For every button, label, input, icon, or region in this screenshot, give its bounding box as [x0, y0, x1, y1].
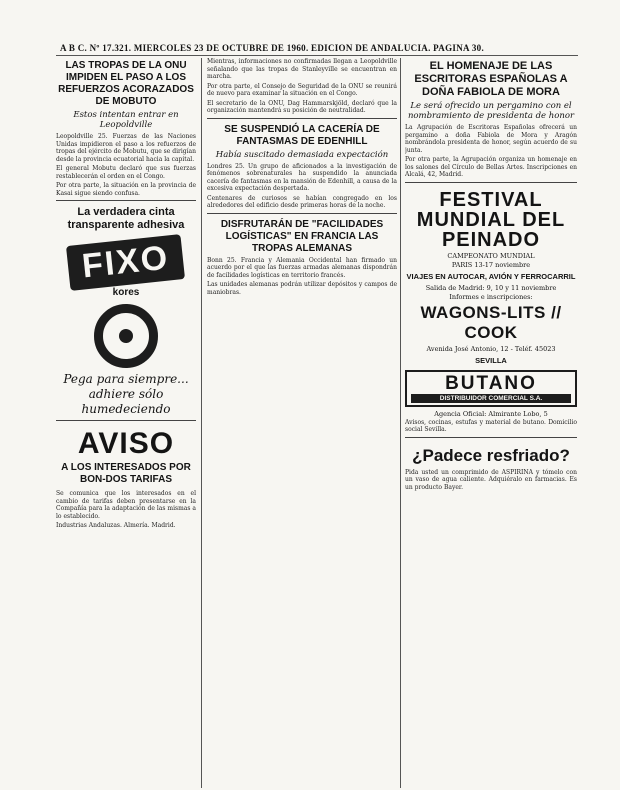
article-headline: DISFRUTARÁN DE "FACILIDADES LOGÍSTICAS" EN FRANCIA LAS TROPAS ALEMANAS [220, 218, 384, 254]
fixo-logo: FIXO [66, 234, 185, 291]
aviso-title: AVISO [77, 427, 175, 460]
column-rule-1 [201, 58, 202, 788]
butano-paragraph: Avisos, cocinas, estufas y material de butano. Domicilio social Sevilla. [405, 418, 577, 433]
article-headline: LAS TROPAS DE LA ONU IMPIDEN EL PASO A LOS REFUERZOS ACORAZADOS DE MOBUTO [58, 60, 194, 107]
edenhill-article [207, 118, 397, 210]
butano-line: Agencia Oficial: Almirante Lobo, 5 [434, 409, 548, 418]
wagons-lits-logo: WAGONS-LITS // COOK [420, 302, 562, 342]
column-3 [405, 58, 577, 788]
festival-line: Informes e inscripciones: [449, 292, 533, 301]
logistics-article [207, 213, 397, 297]
resfriado-advertisement [405, 437, 577, 492]
aviso-paragraph: Se comunica que los interesados en el cambio de tarifas deben presentarse en la Compañía para la adaptación de las mismas a lo establecido. [56, 490, 196, 520]
article-paragraph: El general Mobutu declaró que sus fuerzas restablecerán el orden en el Congo. [56, 165, 196, 180]
article-subhead: Había suscitado demasiada expectación [215, 149, 389, 160]
festival-line: PARIS 13-17 noviembre [451, 260, 531, 269]
column-1 [56, 58, 196, 788]
article-subhead: Estos intentan entrar en Leopoldville [73, 110, 179, 130]
article-paragraph: Mientras, informaciones no confirmadas llegan a Leopoldville señalando que las tropas de Stanleyville se encuentran en marcha. [207, 58, 397, 80]
kores-label: kores [112, 287, 140, 298]
festival-line: VIAJES EN AUTOCAR, AVIÓN Y FERROCARRIL [406, 271, 576, 281]
column-2 [207, 58, 397, 788]
article-subhead: Le será ofrecido un pergamino con el nombramiento de presidenta de honor [407, 101, 575, 121]
butano-advertisement [405, 370, 577, 407]
tape-roll-icon [94, 304, 158, 368]
article-paragraph: La Agrupación de Escritoras Españolas ofrecerá un pergamino a doña Fabiola de Mora y Aragón nombrándola presidenta de honor, según acuerdo de su junta. [405, 124, 577, 154]
festival-line: CAMPEONATO MUNDIAL [447, 251, 535, 260]
fixo-tagline: La verdadera cinta transparente adhesiva [67, 206, 185, 231]
resfriado-paragraph: Pida usted un comprimido de ASPIRINA y tómelo con un vaso de agua caliente. Adquiéralo en farmacias. Es un producto Bayer. [405, 468, 577, 491]
article-paragraph: Leopoldville 25. Fuerzas de las Naciones Unidas impidieron el paso a los refuerzos de tropas del ejército de Mobutu, que se dirigían desde la provincia ecuatorial hacia la capital. [56, 133, 196, 163]
article-paragraph: Londres 25. Un grupo de aficionados a la investigación de fenómenos sobrenaturales ha suspendido la anunciada cacería de fantasmas en la mansión de Edenhill, a causa de la excesiva expectación despertada. [207, 162, 397, 192]
column-rule-2 [400, 58, 401, 788]
aviso-paragraph: Industrias Andaluzas. Almería. Madrid. [56, 522, 176, 529]
article-paragraph: Por otra parte, la Agrupación organiza un homenaje en los salones del Círculo de Bellas Artes. Inscripciones en Alcalá, 42, Madrid. [405, 156, 577, 178]
article-headline: EL HOMENAJE DE LAS ESCRITORAS ESPAÑOLAS A DOÑA FABIOLA DE MORA [414, 60, 568, 98]
header-rule [56, 55, 578, 56]
festival-line: Salida de Madrid: 9, 10 y 11 noviembre [425, 283, 557, 292]
article-paragraph: Las unidades alemanas podrán utilizar depósitos y campos de maniobras. [207, 281, 397, 296]
butano-logo: BUTANO [445, 372, 537, 394]
article-headline: SE SUSPENDIÓ LA CACERÍA DE FANTASMAS DE EDENHILL [224, 123, 380, 147]
fixo-slogan: Pega para siempre... adhiere sólo humedeciendo [63, 372, 189, 416]
resfriado-title: ¿Padece resfriado? [412, 445, 570, 465]
article-paragraph: Centenares de curiosos se habían congregado en los alrededores del edificio desde primeras horas de la noche. [207, 194, 397, 209]
article-paragraph: Bonn 25. Francia y Alemania Occidental han firmado un acuerdo por el que las fuerzas armadas alemanas dispondrán de facilidades logísticas en territorio francés. [207, 256, 397, 279]
page-header: A B C. Nº 17.321. MIERCOLES 23 DE OCTUBRE DE 1960. EDICION DE ANDALUCIA. PAGINA 30. [60, 43, 484, 53]
festival-line: SEVILLA [475, 355, 507, 365]
festival-line: Avenida José Antonio, 12 - Teléf. 45023 [426, 344, 556, 353]
article-paragraph: Por otra parte, el Consejo de Seguridad de la ONU se reunirá de nuevo para examinar la situación en el Congo. [207, 82, 397, 97]
aviso-subtitle: A LOS INTERESADOS POR BON-DOS TARIFAS [61, 462, 191, 485]
aviso-notice [56, 420, 196, 530]
festival-advertisement [405, 182, 577, 365]
fixo-advertisement [56, 200, 196, 417]
festival-title: FESTIVAL MUNDIAL DEL PEINADO [416, 188, 566, 251]
butano-band: DISTRIBUIDOR COMERCIAL S.A. [411, 394, 571, 403]
article-paragraph: El secretario de la ONU, Dag Hammarskjöld, declaró que la organización mantendrá su posición de neutralidad. [207, 99, 397, 114]
article-paragraph: Por otra parte, la situación en la provincia de Kasai sigue siendo confusa. [56, 182, 196, 197]
